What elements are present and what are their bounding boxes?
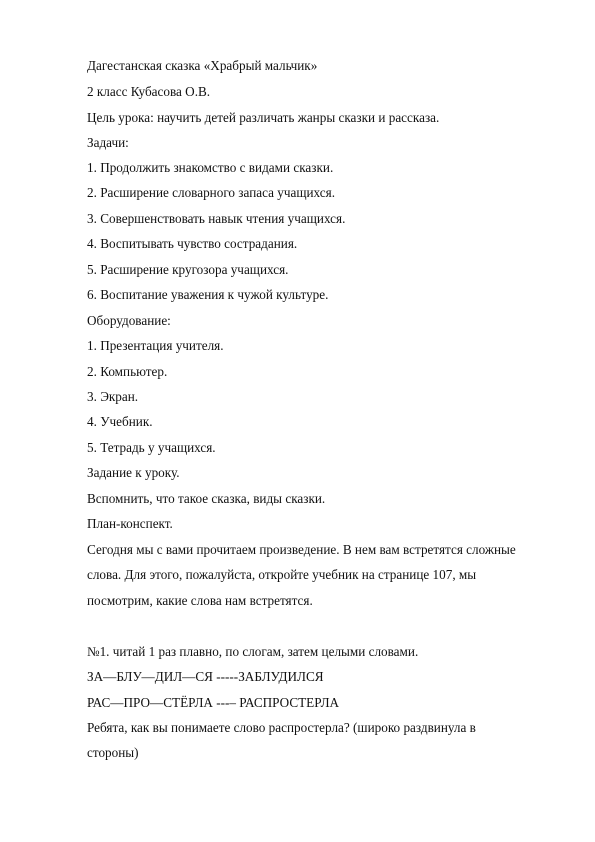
equipment-item: 2. Компьютер. xyxy=(87,364,168,379)
equipment-heading: Оборудование: xyxy=(87,313,171,328)
tasks-heading: Задачи: xyxy=(87,135,129,150)
paragraph-line: слова. Для этого, пожалуйста, откройте учебник на странице 107, мы xyxy=(87,567,477,582)
syllable-line: ЗА—БЛУ—ДИЛ—СЯ -----ЗАБЛУДИЛСЯ xyxy=(87,669,324,684)
task-item: 1. Продолжить знакомство с видами сказки. xyxy=(87,160,334,175)
equipment-item: 5. Тетрадь у учащихся. xyxy=(87,440,216,455)
equipment-item: 3. Экран. xyxy=(87,389,139,404)
paragraph-line: посмотрим, какие слова нам встретятся. xyxy=(87,593,313,608)
task-item: 3. Совершенствовать навык чтения учащихся. xyxy=(87,211,346,226)
syllable-line: РАС—ПРО—СТЁРЛА ---– РАСПРОСТЕРЛА xyxy=(87,695,340,710)
task-item: 5. Расширение кругозора учащихся. xyxy=(87,262,289,277)
question-line: стороны) xyxy=(87,745,139,760)
assignment-heading: Задание к уроку. xyxy=(87,465,180,480)
equipment-item: 4. Учебник. xyxy=(87,414,153,429)
task-item: 6. Воспитание уважения к чужой культуре. xyxy=(87,287,329,302)
paragraph-line: Сегодня мы с вами прочитаем произведение. В нем вам встретятся сложные xyxy=(87,542,516,557)
class-author-line: 2 класс Кубасова О.В. xyxy=(87,84,211,99)
question-line: Ребята, как вы понимаете слово распростерла? (широко раздвинула в xyxy=(87,720,476,735)
plan-heading: План-конспект. xyxy=(87,516,173,531)
exercise-heading: №1. читай 1 раз плавно, по слогам, затем целыми словами. xyxy=(87,644,419,659)
task-item: 4. Воспитывать чувство сострадания. xyxy=(87,236,298,251)
task-item: 2. Расширение словарного запаса учащихся. xyxy=(87,185,335,200)
equipment-item: 1. Презентация учителя. xyxy=(87,338,224,353)
assignment-text: Вспомнить, что такое сказка, виды сказки. xyxy=(87,491,326,506)
document-title: Дагестанская сказка «Храбрый мальчик» xyxy=(87,58,318,73)
lesson-goal: Цель урока: научить детей различать жанры сказки и рассказа. xyxy=(87,110,440,125)
